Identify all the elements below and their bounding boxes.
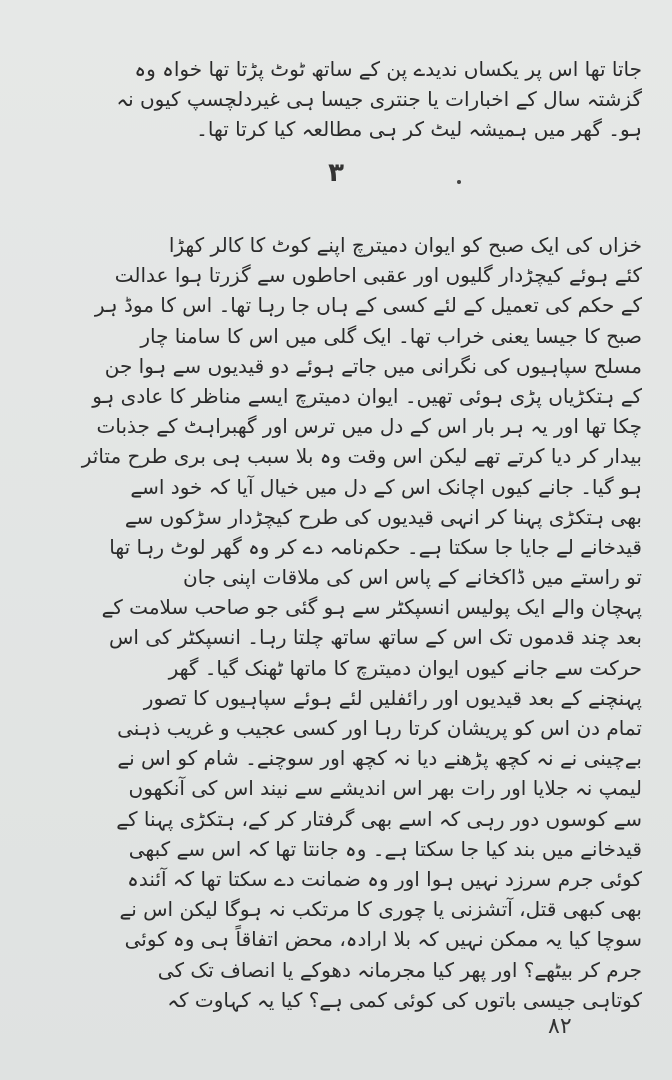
text-line: خزاں کی ایک صبح کو ایوان دمیترچ اپنے کوٹ کا کالر کھڑا — [168, 233, 642, 257]
text-line: کئے ہوئے کیچڑدار گلیوں اور عقبی احاطوں سے گزرتا ہوا عدالت — [114, 263, 642, 288]
text-line: جرم کر بیٹھے؟ اور پھر کیا مجرمانہ دھوکے یا انصاف تک کی — [157, 957, 642, 982]
section-number: ۳ — [328, 158, 344, 188]
text-line: تو راستے میں ڈاکخانے کے پاس اس کی ملاقات اپنی جان — [182, 565, 642, 590]
paragraph-1 — [30, 54, 642, 145]
text-line: قیدخانے لے جایا جا سکتا ہے۔ حکم‌نامہ دے کر وہ گھر لوٹ رہا تھا — [109, 534, 642, 559]
text-line: جاتا تھا اس پر یکساں ندیدے پن کے ساتھ ٹوٹ پڑتا تھا خواہ وہ — [134, 57, 642, 81]
text-line: لیمپ نہ جلایا اور رات بھر اس اندیشے سے نیند اس کی آنکھوں — [128, 776, 642, 801]
text-line: بےچینی نے نہ کچھ پڑھنے دیا نہ کچھ اور سوچنے۔ شام کو اس نے — [117, 746, 642, 771]
text-line: سے کوسوں دور رہی کہ اسے بھی گرفتار کر کے، ہتکڑی پہنا کے — [116, 806, 642, 831]
text-line: کے حکم کی تعمیل کے لئے کسی کے ہاں جا رہا تھا۔ اس کا موڈ ہر — [94, 293, 642, 318]
text-line: مسلح سپاہیوں کی نگرانی میں جاتے ہوئے دو قیدیوں سے ہوا جن — [104, 353, 642, 378]
text-line: پہچان والے ایک پولیس انسپکٹر سے ہو گئی جو صاحب سلامت کے — [101, 595, 642, 620]
text-line: تمام دن اس کو پریشان کرتا رہا اور کسی عجیب و غریب ذہنی — [117, 716, 642, 740]
text-line: بھی ہتکڑی پہنا کر انہی قیدیوں کی طرح کیچڑدار سڑکوں سے — [124, 504, 642, 529]
text-line: کوئی جرم سرزد نہیں ہوا اور وہ ضمانت دے سکتا تھا کہ آئندہ — [127, 866, 642, 891]
text-line: کوتاہی جیسی باتوں کی کوئی کمی ہے؟ کیا یہ کہاوت کہ — [167, 987, 642, 1012]
text-line: بعد چند قدموں تک اس کے ساتھ ساتھ چلتا رہا۔ انسپکٹر کی اس — [108, 625, 642, 650]
text-line: قیدخانے میں بند کیا جا سکتا ہے۔ وہ جانتا تھا کہ اس سے کبھی — [128, 836, 642, 861]
text-line: چکا تھا اور یہ ہر بار اس کے دل میں ترس اور گھبراہٹ کے جذبات — [96, 414, 642, 439]
text-line: ہو گیا۔ جانے کیوں اچانک اس کے دل میں خیال آیا کہ خود اسے — [130, 474, 642, 499]
text-line: صبح کا جیسا یعنی خراب تھا۔ ایک گلی میں اس کا سامنا چار — [140, 323, 642, 348]
text-line: پہنچنے کے بعد قیدیوں اور رائفلیں لئے ہوئے سپاہیوں کا تصور — [143, 685, 642, 710]
text-line: گزشتہ سال کے اخبارات یا جنتری جیسا ہی غیردلچسپ کیوں نہ — [116, 87, 642, 112]
section-dot — [457, 180, 461, 184]
text-line: کے ہتکڑیاں پڑی ہوئی تھیں۔ ایوان دمیترچ ایسے مناظر کا عادی ہو — [92, 383, 642, 408]
text-line: حرکت سے جانے کیوں ایوان دمیترچ کا ماتھا ٹھنک گیا۔ گھر — [168, 655, 642, 680]
text-line: ہو۔ گھر میں ہمیشہ لیٹ کر ہی مطالعہ کیا کرتا تھا۔ — [196, 117, 642, 142]
text-line: بیدار کر دیا کرتے تھے لیکن اس وقت وہ بلا سبب ہی بری طرح متاثر — [81, 444, 642, 469]
page-number: ۸۲ — [548, 1014, 572, 1039]
paragraph-2 — [30, 230, 642, 1015]
text-line: سوچا کیا یہ ممکن نہیں کہ بلا ارادہ، محض اتفاقاً ہی وہ کوئی — [124, 927, 642, 952]
text-line: بھی کبھی قتل، آتشزنی یا چوری کا مرتکب نہ ہوگا لیکن اس نے — [119, 897, 642, 922]
